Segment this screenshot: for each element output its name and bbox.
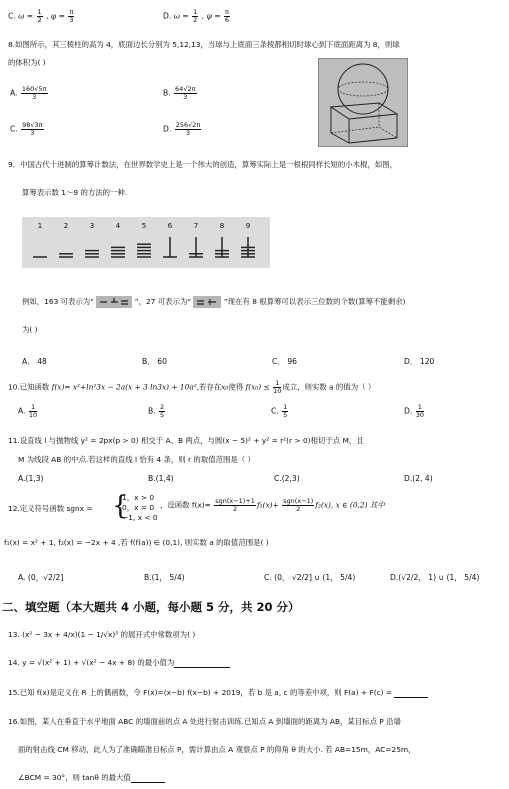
rod-digit-label: 5 bbox=[141, 222, 147, 230]
q12-stem-prefix: 12.定义符号函数 sgnx = bbox=[8, 504, 93, 513]
q14-stem: 14. y = √(x² + 1) + √(x² − 4x + 8) 的最小值为 bbox=[8, 658, 230, 668]
q8-stem-line1: 8.如图所示，其三棱柱的高为 4，底面边长分别为 5,12,13，当球与上底面三条棱都相切时球心到下底面距离为 8，则球 bbox=[8, 40, 400, 49]
q12-option-a: A. (0，√2/2] bbox=[18, 573, 64, 582]
q11-option-d: D.(2, 4) bbox=[404, 474, 433, 483]
q16-answer-blank[interactable] bbox=[131, 774, 165, 783]
counting-rods-figure bbox=[22, 217, 270, 268]
rod-glyph-9 bbox=[241, 237, 255, 257]
q8-option-b: B. $\frac{64√2\pi}{3}$ bbox=[163, 85, 196, 101]
rod-digit-label: 1 bbox=[37, 222, 43, 230]
q7-option-d: D. ω = $\frac{1}{2}$ , φ = $\frac{\pi}{6}$ bbox=[163, 8, 230, 24]
rod-digit-label: 4 bbox=[115, 222, 121, 230]
q11-stem-line1: 11.设直线 l 与抛物线 y² = 2px(p > 0) 相交于 A、B 两点，与圆(x − 5)² + y² = r²(r > 0)相切于点 M，且 bbox=[8, 436, 364, 445]
rod-163-box bbox=[96, 296, 132, 308]
q9-option-c: C． 96 bbox=[272, 357, 297, 366]
q10-stem: 10.已知函数 f(x)= x²+ln²3x − 2a(x + 3 ln3x) + 10a²,若存在x₀使得 f(x₀) ≤ $\frac{1}{10}$ 成立，则实数 a 的值为（ ） bbox=[8, 379, 376, 395]
rod-glyph-3 bbox=[85, 251, 99, 257]
q10-option-d: D. $\frac{1}{30}$ bbox=[404, 403, 424, 419]
q10-option-a: A. $\frac{1}{10}$ bbox=[18, 403, 38, 419]
q9-option-d: D． 120 bbox=[404, 357, 435, 366]
q12-option-b: B.(1， 5/4) bbox=[144, 573, 185, 582]
q16-stem-line1: 16.如图，某人在垂直于水平地面 ABC 的墙面前的点 A 处进行射击训练.已知点 A 到墙面的距离为 AB，某目标点 P 沿墙 bbox=[8, 717, 401, 726]
q12-cases: 1，x > 0 0，x = 0 −1, x < 0 bbox=[122, 493, 158, 522]
q8-option-d: D. $\frac{256√2\pi}{3}$ bbox=[163, 121, 201, 137]
rod-glyph-6 bbox=[163, 237, 177, 257]
rod-27-box bbox=[193, 296, 221, 308]
q15-stem: 15.已知 f(x)是定义在 R 上的偶函数，令 F(x)=(x−b) f(x−b) + 2019，若 b 是 a, c 的等差中项，则 F(a) + F(c) = bbox=[8, 688, 428, 698]
q8-option-a: A. $\frac{160√5\pi}{3}$ bbox=[10, 85, 47, 101]
q10-option-b: B. $\frac{2}{5}$ bbox=[148, 403, 165, 419]
q14-answer-blank[interactable] bbox=[174, 659, 230, 668]
q8-stem-line2: 的体积为( ) bbox=[8, 58, 46, 67]
q9-example-line: 例如，163 可表示为“ ”，27 可表示为“ ”现在有 8 根算筹可以表示三位数的个数(算筹不能剩余) bbox=[22, 297, 406, 306]
q9-option-b: B． 60 bbox=[142, 357, 167, 366]
q16-stem-line2: 面的射击线 CM 移动，此人为了准确瞄准目标点 P，需计算由点 A 观察点 P 的仰角 θ 的大小. 若 AB=15m，AC=25m， bbox=[18, 745, 416, 754]
rod-digit-label: 7 bbox=[193, 222, 199, 230]
q11-stem-line2: M 为线段 AB 的中点.若这样的直线 l 恰有 4 条，则 r 的取值范围是（ ） bbox=[18, 455, 255, 464]
rod-glyph-5 bbox=[137, 244, 151, 257]
q8-option-c: C. $\frac{98√3\pi}{3}$ bbox=[10, 121, 43, 137]
rod-digit-label: 6 bbox=[167, 222, 173, 230]
q12-stem-line2: f₁(x) = x² + 1, f₂(x) = −2x + 4 ,若 f(f(a)) ∈ (0,1), 则实数 a 的取值范围是( ) bbox=[4, 538, 269, 547]
q10-option-c: C. $\frac{1}{5}$ bbox=[271, 403, 288, 419]
rod-glyph-4 bbox=[111, 247, 125, 257]
rod-digit-label: 3 bbox=[89, 222, 95, 230]
rod-digit-label: 2 bbox=[63, 222, 69, 230]
sphere-prism-figure bbox=[318, 58, 408, 147]
q11-option-c: C.(2,3) bbox=[274, 474, 300, 483]
q16-stem-line3: ∠BCM = 30°，则 tanθ 的最大值 bbox=[18, 773, 165, 783]
rod-glyph-8 bbox=[215, 237, 229, 257]
q12-option-c: C. (0， √2/2] ∪ (1， 5/4) bbox=[264, 573, 356, 582]
rod-digit-label: 9 bbox=[245, 222, 251, 230]
q9-stem-line2: 算筹表示数 1～9 的方法的一种. bbox=[22, 188, 128, 197]
q9-stem-line4: 为( ) bbox=[22, 325, 38, 334]
q11-option-b: B.(1,4) bbox=[148, 474, 174, 483]
q15-answer-blank[interactable] bbox=[394, 689, 428, 698]
rod-glyph-7 bbox=[189, 237, 203, 257]
q12-brace: { bbox=[112, 491, 129, 521]
q9-option-a: A． 48 bbox=[22, 357, 47, 366]
q12-option-d: D.(√2/2， 1) ∪ (1， 5/4) bbox=[390, 573, 480, 582]
section-title-fill-in: 二、填空题（本大题共 4 小题，每小题 5 分，共 20 分） bbox=[2, 600, 300, 614]
q11-option-a: A.(1,3) bbox=[18, 474, 44, 483]
q9-stem-line1: 9．中国古代十进制的算筹计数法，在世界数学史上是一个伟大的创造，算筹实际上是一根根同样长短的小木棍，如图， bbox=[8, 160, 398, 169]
q7-option-c: C. ω = $\frac{1}{2}$ , φ = $\frac{\pi}{3}$ bbox=[8, 8, 74, 24]
q13-stem: 13. (x² − 3x + 4/x)(1 − 1/√x)⁵ 的展开式中常数项为( ) bbox=[8, 630, 196, 639]
rod-digit-label: 8 bbox=[219, 222, 225, 230]
q12-stem-func: ，设函数 f(x)= $\frac{\text{sgn(x−1)+1}}{2}$ f₁(x)+ $\frac{\text{sgn(x−1)}}{2}$ f₂(x), x ∈ (0,2) 其中 bbox=[160, 497, 385, 513]
rod-glyph-2 bbox=[59, 254, 73, 257]
